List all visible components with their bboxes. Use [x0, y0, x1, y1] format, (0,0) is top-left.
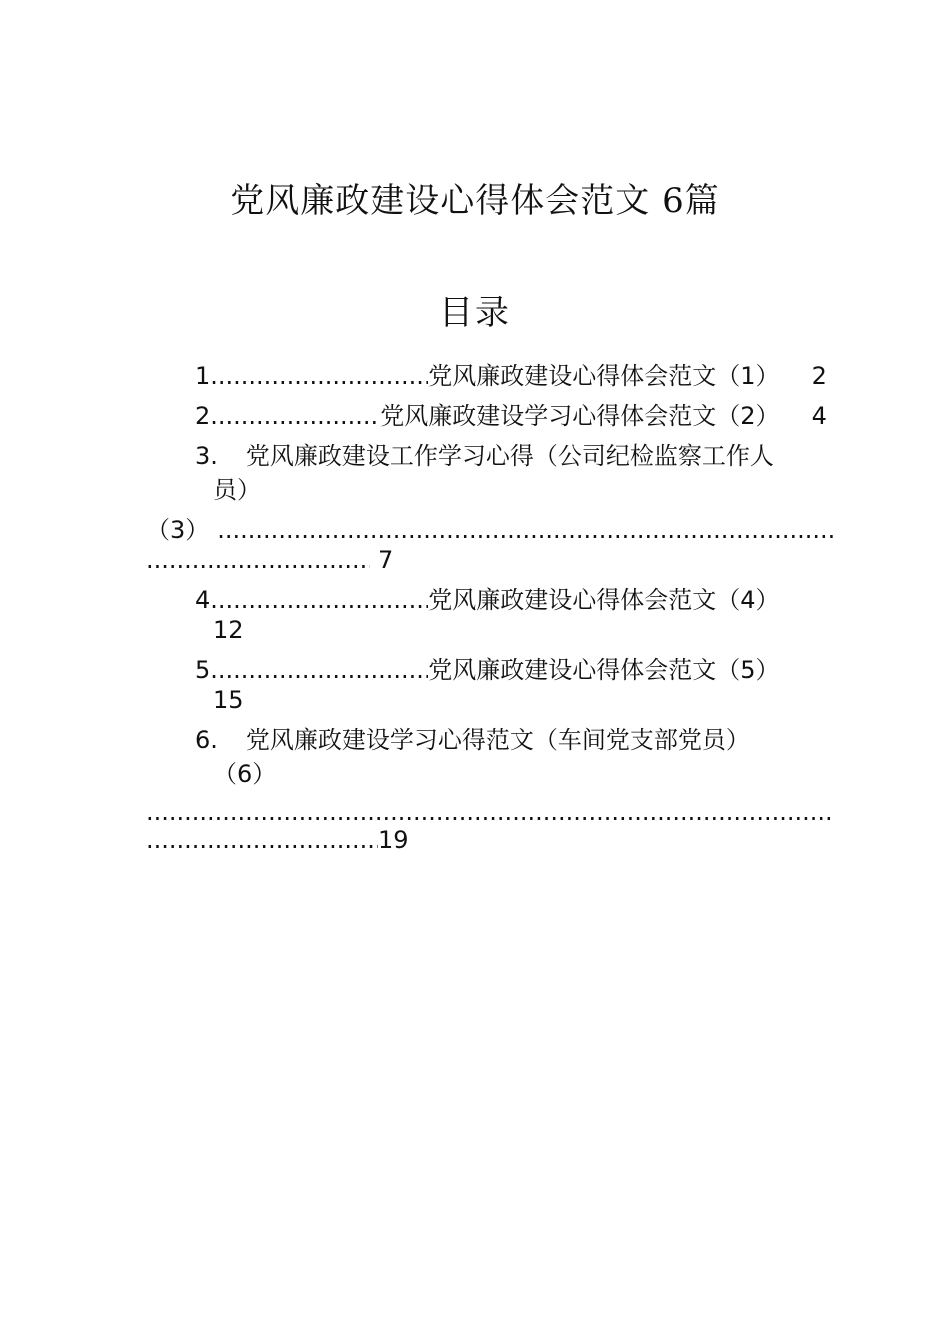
toc-entry-number: 5: [195, 656, 211, 684]
toc-entry-page: 19: [378, 826, 409, 854]
toc-entry-page: 4: [811, 402, 827, 430]
toc-entry-3[interactable]: [195, 440, 774, 472]
toc-entry-5[interactable]: [195, 654, 780, 686]
toc-leader-dots: [210, 654, 428, 686]
toc-entry-4[interactable]: [195, 584, 780, 616]
toc-heading: 目录: [439, 293, 511, 333]
toc-entry-title: 党风廉政建设学习心得范文（车间党支部党员）: [245, 726, 750, 754]
toc-entry-6-page-line: [146, 824, 409, 856]
toc-leader-dots: [210, 360, 428, 392]
toc-entry-title: 党风廉政建设工作学习心得（公司纪检监察工作人: [245, 442, 774, 470]
toc-entry-suffix: （3）: [146, 516, 210, 544]
toc-entry-page: 2: [811, 362, 827, 390]
toc-entry-3-continuation: 员）: [213, 476, 261, 504]
toc-entry-title: 党风廉政建设心得体会范文（1）: [428, 362, 780, 390]
toc-leader-dots: [210, 400, 380, 432]
toc-entry-2[interactable]: [195, 400, 827, 432]
toc-entry-number: 2: [195, 402, 211, 430]
toc-leader-dots: [146, 544, 370, 576]
toc-entry-5-page: 15: [213, 686, 244, 714]
document-title: 党风廉政建设心得体会范文 6篇: [230, 181, 720, 221]
toc-entry-title: 党风廉政建设心得体会范文（5）: [428, 656, 780, 684]
toc-entry-title: 党风廉政建设心得体会范文（4）: [428, 586, 780, 614]
toc-entry-6-continuation: （6）: [213, 760, 277, 788]
toc-leader-dots: [146, 824, 378, 856]
toc-leader-dots: [210, 584, 428, 616]
toc-entry-3-page-line: [146, 544, 393, 576]
toc-entry-3-suffix-line: [146, 514, 833, 546]
toc-leader-dots: [217, 514, 833, 546]
toc-entry-6[interactable]: [195, 724, 750, 756]
toc-entry-number: 6.: [195, 726, 218, 754]
toc-entry-page: 7: [378, 546, 394, 574]
toc-entry-4-page: 12: [213, 616, 244, 644]
toc-entry-1[interactable]: [195, 360, 827, 392]
toc-entry-number: 4: [195, 586, 211, 614]
toc-entry-number: 3.: [195, 442, 218, 470]
toc-entry-number: 1: [195, 362, 211, 390]
toc-entry-title: 党风廉政建设学习心得体会范文（2）: [380, 402, 780, 430]
